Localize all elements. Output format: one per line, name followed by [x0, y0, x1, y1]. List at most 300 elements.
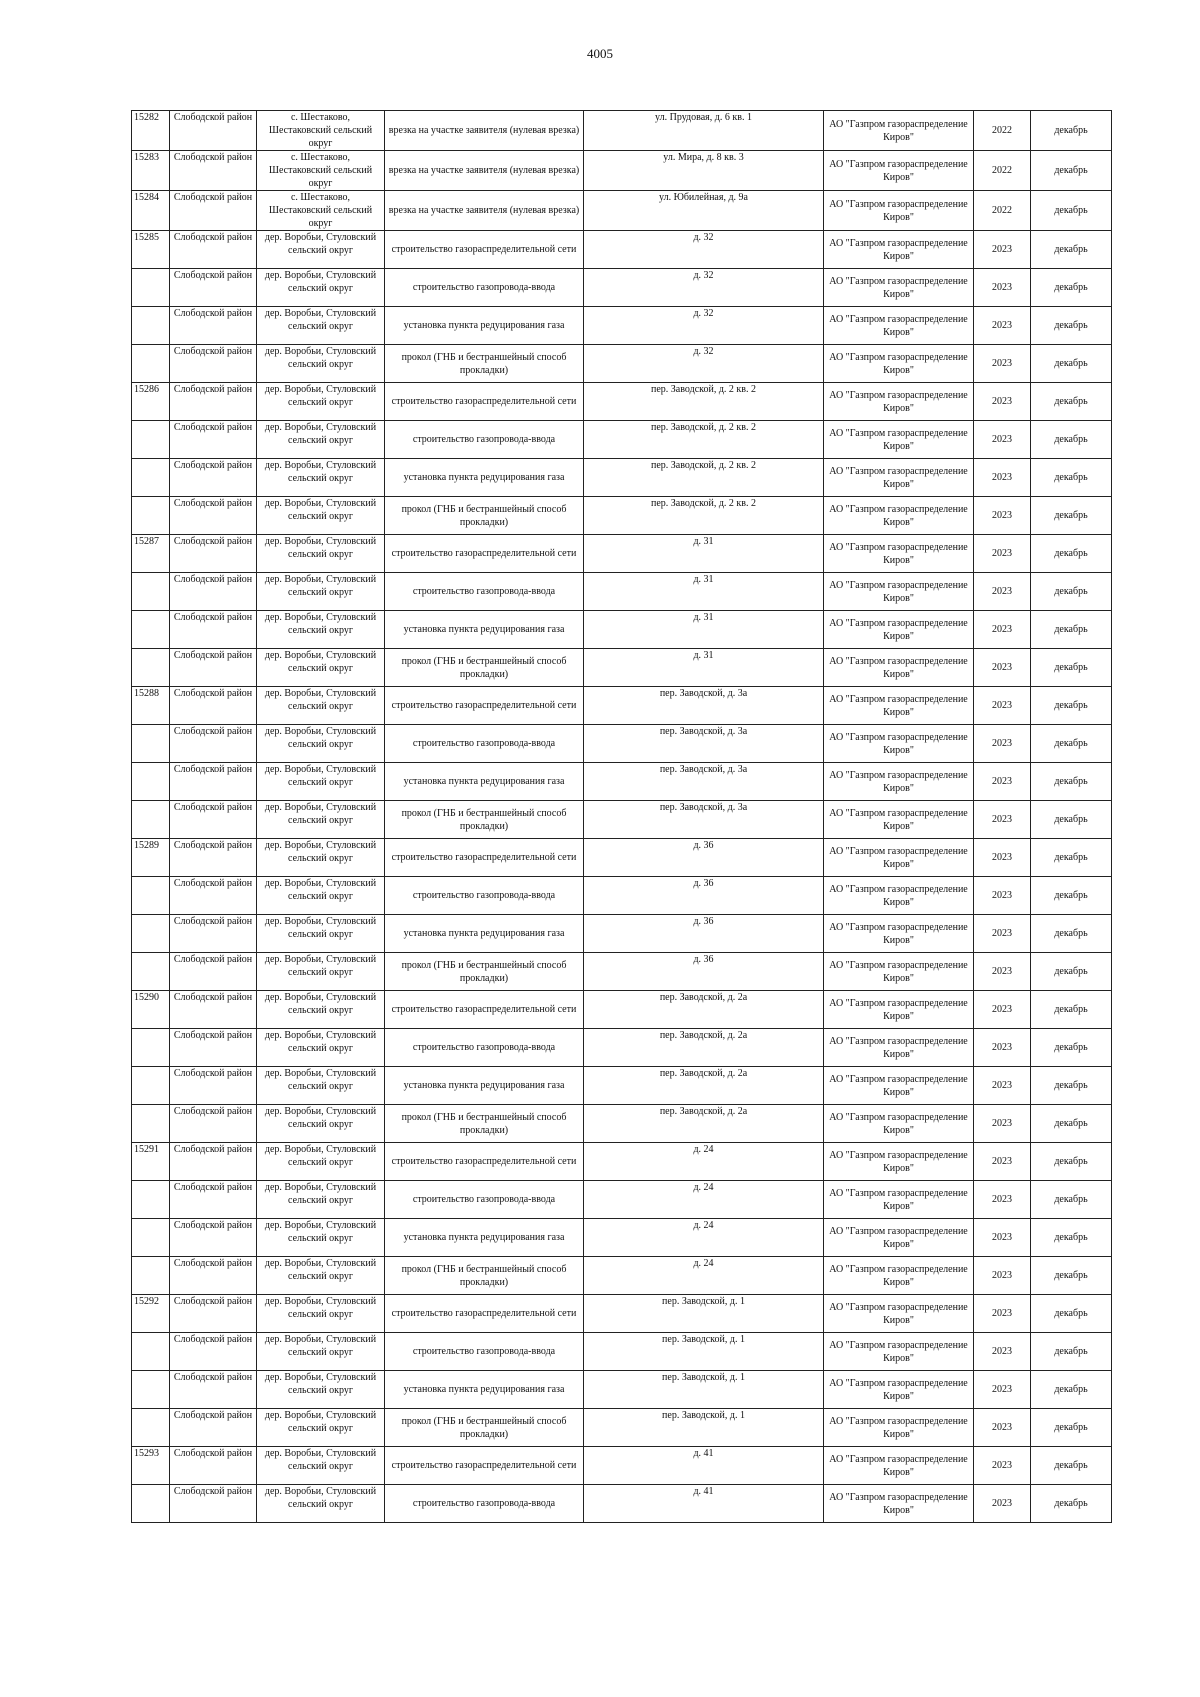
row-number-cell: 15293: [132, 1447, 170, 1485]
district-cell: Слободской район: [170, 611, 257, 649]
address-cell: пер. Заводской, д. 3а: [584, 763, 824, 801]
month-cell: декабрь: [1031, 725, 1112, 763]
locality-cell: дер. Воробьи, Стуловский сельский округ: [257, 687, 385, 725]
work-type-cell: прокол (ГНБ и бестраншейный способ прокладки): [385, 345, 584, 383]
locality-cell: дер. Воробьи, Стуловский сельский округ: [257, 497, 385, 535]
month-cell: декабрь: [1031, 1143, 1112, 1181]
row-number-cell: [132, 1485, 170, 1523]
year-cell: 2023: [974, 421, 1031, 459]
locality-cell: дер. Воробьи, Стуловский сельский округ: [257, 1067, 385, 1105]
address-cell: д. 24: [584, 1257, 824, 1295]
year-cell: 2023: [974, 1105, 1031, 1143]
organization-cell: АО "Газпром газораспределение Киров": [824, 1105, 974, 1143]
month-cell: декабрь: [1031, 497, 1112, 535]
locality-cell: дер. Воробьи, Стуловский сельский округ: [257, 1447, 385, 1485]
organization-cell: АО "Газпром газораспределение Киров": [824, 611, 974, 649]
table-row: [132, 151, 1112, 191]
organization-cell: АО "Газпром газораспределение Киров": [824, 839, 974, 877]
address-cell: д. 36: [584, 839, 824, 877]
row-number-cell: 15288: [132, 687, 170, 725]
district-cell: Слободской район: [170, 1409, 257, 1447]
work-type-cell: строительство газораспределительной сети: [385, 535, 584, 573]
table-row: [132, 725, 1112, 763]
address-cell: д. 41: [584, 1447, 824, 1485]
locality-cell: дер. Воробьи, Стуловский сельский округ: [257, 915, 385, 953]
year-cell: 2023: [974, 1257, 1031, 1295]
month-cell: декабрь: [1031, 345, 1112, 383]
address-cell: пер. Заводской, д. 1: [584, 1333, 824, 1371]
month-cell: декабрь: [1031, 1447, 1112, 1485]
row-number-cell: [132, 1219, 170, 1257]
organization-cell: АО "Газпром газораспределение Киров": [824, 1485, 974, 1523]
work-type-cell: установка пункта редуцирования газа: [385, 307, 584, 345]
year-cell: 2023: [974, 459, 1031, 497]
month-cell: декабрь: [1031, 1029, 1112, 1067]
row-number-cell: [132, 421, 170, 459]
locality-cell: дер. Воробьи, Стуловский сельский округ: [257, 801, 385, 839]
address-cell: д. 31: [584, 573, 824, 611]
table-row: [132, 1295, 1112, 1333]
address-cell: пер. Заводской, д. 3а: [584, 725, 824, 763]
work-type-cell: строительство газопровода-ввода: [385, 877, 584, 915]
district-cell: Слободской район: [170, 573, 257, 611]
locality-cell: дер. Воробьи, Стуловский сельский округ: [257, 649, 385, 687]
month-cell: декабрь: [1031, 991, 1112, 1029]
month-cell: декабрь: [1031, 687, 1112, 725]
year-cell: 2023: [974, 307, 1031, 345]
table-row: [132, 649, 1112, 687]
organization-cell: АО "Газпром газораспределение Киров": [824, 1219, 974, 1257]
organization-cell: АО "Газпром газораспределение Киров": [824, 1143, 974, 1181]
address-cell: пер. Заводской, д. 2 кв. 2: [584, 421, 824, 459]
district-cell: Слободской район: [170, 1447, 257, 1485]
address-cell: пер. Заводской, д. 1: [584, 1409, 824, 1447]
year-cell: 2023: [974, 1333, 1031, 1371]
organization-cell: АО "Газпром газораспределение Киров": [824, 269, 974, 307]
work-type-cell: установка пункта редуцирования газа: [385, 763, 584, 801]
year-cell: 2023: [974, 649, 1031, 687]
work-type-cell: строительство газораспределительной сети: [385, 1295, 584, 1333]
district-cell: Слободской район: [170, 877, 257, 915]
organization-cell: АО "Газпром газораспределение Киров": [824, 573, 974, 611]
row-number-cell: [132, 1257, 170, 1295]
month-cell: декабрь: [1031, 151, 1112, 191]
organization-cell: АО "Газпром газораспределение Киров": [824, 687, 974, 725]
month-cell: декабрь: [1031, 1219, 1112, 1257]
year-cell: 2023: [974, 725, 1031, 763]
locality-cell: дер. Воробьи, Стуловский сельский округ: [257, 1257, 385, 1295]
year-cell: 2023: [974, 269, 1031, 307]
table-row: [132, 1409, 1112, 1447]
month-cell: декабрь: [1031, 421, 1112, 459]
locality-cell: дер. Воробьи, Стуловский сельский округ: [257, 1181, 385, 1219]
district-cell: Слободской район: [170, 535, 257, 573]
address-cell: д. 31: [584, 611, 824, 649]
district-cell: Слободской район: [170, 383, 257, 421]
year-cell: 2023: [974, 1181, 1031, 1219]
work-type-cell: строительство газопровода-ввода: [385, 1181, 584, 1219]
year-cell: 2023: [974, 1371, 1031, 1409]
table-row: [132, 421, 1112, 459]
month-cell: декабрь: [1031, 535, 1112, 573]
table-body: [132, 111, 1112, 1523]
address-cell: пер. Заводской, д. 1: [584, 1371, 824, 1409]
gas-works-table: [131, 110, 1112, 1523]
address-cell: пер. Заводской, д. 2а: [584, 1105, 824, 1143]
work-type-cell: прокол (ГНБ и бестраншейный способ прокладки): [385, 497, 584, 535]
year-cell: 2023: [974, 801, 1031, 839]
row-number-cell: 15291: [132, 1143, 170, 1181]
work-type-cell: строительство газораспределительной сети: [385, 231, 584, 269]
month-cell: декабрь: [1031, 953, 1112, 991]
row-number-cell: 15290: [132, 991, 170, 1029]
table-row: [132, 459, 1112, 497]
locality-cell: дер. Воробьи, Стуловский сельский округ: [257, 611, 385, 649]
organization-cell: АО "Газпром газораспределение Киров": [824, 1447, 974, 1485]
work-type-cell: строительство газопровода-ввода: [385, 725, 584, 763]
year-cell: 2022: [974, 111, 1031, 151]
organization-cell: АО "Газпром газораспределение Киров": [824, 991, 974, 1029]
locality-cell: дер. Воробьи, Стуловский сельский округ: [257, 953, 385, 991]
locality-cell: дер. Воробьи, Стуловский сельский округ: [257, 877, 385, 915]
row-number-cell: 15287: [132, 535, 170, 573]
locality-cell: дер. Воробьи, Стуловский сельский округ: [257, 839, 385, 877]
year-cell: 2023: [974, 383, 1031, 421]
locality-cell: дер. Воробьи, Стуловский сельский округ: [257, 307, 385, 345]
district-cell: Слободской район: [170, 763, 257, 801]
year-cell: 2023: [974, 1409, 1031, 1447]
table-row: [132, 1257, 1112, 1295]
locality-cell: дер. Воробьи, Стуловский сельский округ: [257, 231, 385, 269]
address-cell: ул. Мира, д. 8 кв. 3: [584, 151, 824, 191]
row-number-cell: [132, 1333, 170, 1371]
district-cell: Слободской район: [170, 1029, 257, 1067]
district-cell: Слободской район: [170, 915, 257, 953]
year-cell: 2023: [974, 1143, 1031, 1181]
work-type-cell: прокол (ГНБ и бестраншейный способ прокладки): [385, 1105, 584, 1143]
address-cell: ул. Прудовая, д. 6 кв. 1: [584, 111, 824, 151]
district-cell: Слободской район: [170, 725, 257, 763]
row-number-cell: [132, 1181, 170, 1219]
locality-cell: дер. Воробьи, Стуловский сельский округ: [257, 1371, 385, 1409]
month-cell: декабрь: [1031, 1105, 1112, 1143]
row-number-cell: 15283: [132, 151, 170, 191]
organization-cell: АО "Газпром газораспределение Киров": [824, 535, 974, 573]
row-number-cell: [132, 725, 170, 763]
row-number-cell: [132, 1371, 170, 1409]
address-cell: д. 32: [584, 269, 824, 307]
year-cell: 2023: [974, 535, 1031, 573]
row-number-cell: 15284: [132, 191, 170, 231]
district-cell: Слободской район: [170, 1485, 257, 1523]
year-cell: 2023: [974, 953, 1031, 991]
row-number-cell: [132, 269, 170, 307]
month-cell: декабрь: [1031, 111, 1112, 151]
row-number-cell: [132, 307, 170, 345]
row-number-cell: [132, 611, 170, 649]
organization-cell: АО "Газпром газораспределение Киров": [824, 231, 974, 269]
organization-cell: АО "Газпром газораспределение Киров": [824, 1409, 974, 1447]
district-cell: Слободской район: [170, 1067, 257, 1105]
table-row: [132, 1029, 1112, 1067]
organization-cell: АО "Газпром газораспределение Киров": [824, 1371, 974, 1409]
work-type-cell: установка пункта редуцирования газа: [385, 1219, 584, 1257]
year-cell: 2023: [974, 991, 1031, 1029]
locality-cell: дер. Воробьи, Стуловский сельский округ: [257, 345, 385, 383]
row-number-cell: [132, 763, 170, 801]
district-cell: Слободской район: [170, 1105, 257, 1143]
month-cell: декабрь: [1031, 1371, 1112, 1409]
district-cell: Слободской район: [170, 459, 257, 497]
table-row: [132, 383, 1112, 421]
month-cell: декабрь: [1031, 573, 1112, 611]
district-cell: Слободской район: [170, 191, 257, 231]
organization-cell: АО "Газпром газораспределение Киров": [824, 877, 974, 915]
address-cell: пер. Заводской, д. 2а: [584, 1029, 824, 1067]
organization-cell: АО "Газпром газораспределение Киров": [824, 151, 974, 191]
year-cell: 2023: [974, 1485, 1031, 1523]
table-row: [132, 1181, 1112, 1219]
row-number-cell: [132, 915, 170, 953]
year-cell: 2023: [974, 687, 1031, 725]
table-row: [132, 231, 1112, 269]
table-row: [132, 1485, 1112, 1523]
table-row: [132, 611, 1112, 649]
table-row: [132, 991, 1112, 1029]
district-cell: Слободской район: [170, 953, 257, 991]
year-cell: 2023: [974, 915, 1031, 953]
table-row: [132, 1333, 1112, 1371]
organization-cell: АО "Газпром газораспределение Киров": [824, 1333, 974, 1371]
table-row: [132, 763, 1112, 801]
locality-cell: с. Шестаково, Шестаковский сельский округ: [257, 111, 385, 151]
organization-cell: АО "Газпром газораспределение Киров": [824, 915, 974, 953]
row-number-cell: 15282: [132, 111, 170, 151]
locality-cell: дер. Воробьи, Стуловский сельский округ: [257, 763, 385, 801]
year-cell: 2023: [974, 1447, 1031, 1485]
month-cell: декабрь: [1031, 1295, 1112, 1333]
address-cell: д. 24: [584, 1181, 824, 1219]
organization-cell: АО "Газпром газораспределение Киров": [824, 725, 974, 763]
district-cell: Слободской район: [170, 991, 257, 1029]
address-cell: д. 32: [584, 231, 824, 269]
table-row: [132, 1067, 1112, 1105]
month-cell: декабрь: [1031, 763, 1112, 801]
work-type-cell: прокол (ГНБ и бестраншейный способ прокладки): [385, 649, 584, 687]
locality-cell: дер. Воробьи, Стуловский сельский округ: [257, 459, 385, 497]
row-number-cell: [132, 497, 170, 535]
address-cell: пер. Заводской, д. 2 кв. 2: [584, 383, 824, 421]
organization-cell: АО "Газпром газораспределение Киров": [824, 763, 974, 801]
address-cell: д. 36: [584, 915, 824, 953]
row-number-cell: 15286: [132, 383, 170, 421]
address-cell: д. 36: [584, 877, 824, 915]
district-cell: Слободской район: [170, 801, 257, 839]
district-cell: Слободской район: [170, 1333, 257, 1371]
table-row: [132, 111, 1112, 151]
locality-cell: с. Шестаково, Шестаковский сельский округ: [257, 191, 385, 231]
address-cell: ул. Юбилейная, д. 9а: [584, 191, 824, 231]
organization-cell: АО "Газпром газораспределение Киров": [824, 1181, 974, 1219]
address-cell: пер. Заводской, д. 2а: [584, 991, 824, 1029]
work-type-cell: строительство газораспределительной сети: [385, 1143, 584, 1181]
row-number-cell: [132, 345, 170, 383]
work-type-cell: врезка на участке заявителя (нулевая врезка): [385, 191, 584, 231]
organization-cell: АО "Газпром газораспределение Киров": [824, 459, 974, 497]
district-cell: Слободской район: [170, 151, 257, 191]
work-type-cell: установка пункта редуцирования газа: [385, 1371, 584, 1409]
organization-cell: АО "Газпром газораспределение Киров": [824, 497, 974, 535]
row-number-cell: 15285: [132, 231, 170, 269]
address-cell: д. 41: [584, 1485, 824, 1523]
table-row: [132, 687, 1112, 725]
month-cell: декабрь: [1031, 383, 1112, 421]
work-type-cell: установка пункта редуцирования газа: [385, 1067, 584, 1105]
work-type-cell: врезка на участке заявителя (нулевая врезка): [385, 111, 584, 151]
row-number-cell: [132, 877, 170, 915]
district-cell: Слободской район: [170, 1181, 257, 1219]
row-number-cell: [132, 1029, 170, 1067]
district-cell: Слободской район: [170, 1295, 257, 1333]
row-number-cell: [132, 801, 170, 839]
row-number-cell: [132, 1105, 170, 1143]
organization-cell: АО "Газпром газораспределение Киров": [824, 1257, 974, 1295]
row-number-cell: [132, 1409, 170, 1447]
month-cell: декабрь: [1031, 269, 1112, 307]
locality-cell: дер. Воробьи, Стуловский сельский округ: [257, 1105, 385, 1143]
table-row: [132, 1371, 1112, 1409]
work-type-cell: строительство газопровода-ввода: [385, 1333, 584, 1371]
year-cell: 2022: [974, 151, 1031, 191]
work-type-cell: прокол (ГНБ и бестраншейный способ прокладки): [385, 801, 584, 839]
year-cell: 2023: [974, 763, 1031, 801]
locality-cell: дер. Воробьи, Стуловский сельский округ: [257, 269, 385, 307]
month-cell: декабрь: [1031, 839, 1112, 877]
table-row: [132, 839, 1112, 877]
work-type-cell: строительство газопровода-ввода: [385, 269, 584, 307]
work-type-cell: строительство газораспределительной сети: [385, 991, 584, 1029]
address-cell: д. 31: [584, 649, 824, 687]
year-cell: 2023: [974, 611, 1031, 649]
work-type-cell: прокол (ГНБ и бестраншейный способ прокладки): [385, 1257, 584, 1295]
locality-cell: дер. Воробьи, Стуловский сельский округ: [257, 725, 385, 763]
row-number-cell: [132, 649, 170, 687]
organization-cell: АО "Газпром газораспределение Киров": [824, 649, 974, 687]
table-row: [132, 953, 1112, 991]
table-row: [132, 269, 1112, 307]
year-cell: 2023: [974, 1029, 1031, 1067]
work-type-cell: строительство газораспределительной сети: [385, 1447, 584, 1485]
month-cell: декабрь: [1031, 877, 1112, 915]
address-cell: пер. Заводской, д. 2 кв. 2: [584, 497, 824, 535]
table-row: [132, 1105, 1112, 1143]
work-type-cell: строительство газопровода-ввода: [385, 421, 584, 459]
work-type-cell: строительство газораспределительной сети: [385, 383, 584, 421]
page-number: 4005: [587, 46, 613, 61]
organization-cell: АО "Газпром газораспределение Киров": [824, 1295, 974, 1333]
table-row: [132, 1143, 1112, 1181]
district-cell: Слободской район: [170, 839, 257, 877]
work-type-cell: прокол (ГНБ и бестраншейный способ прокладки): [385, 953, 584, 991]
organization-cell: АО "Газпром газораспределение Киров": [824, 111, 974, 151]
address-cell: пер. Заводской, д. 3а: [584, 687, 824, 725]
row-number-cell: [132, 953, 170, 991]
month-cell: декабрь: [1031, 1409, 1112, 1447]
locality-cell: дер. Воробьи, Стуловский сельский округ: [257, 1485, 385, 1523]
table-row: [132, 915, 1112, 953]
year-cell: 2023: [974, 497, 1031, 535]
address-cell: пер. Заводской, д. 2а: [584, 1067, 824, 1105]
organization-cell: АО "Газпром газораспределение Киров": [824, 345, 974, 383]
district-cell: Слободской район: [170, 1143, 257, 1181]
year-cell: 2022: [974, 191, 1031, 231]
year-cell: 2023: [974, 573, 1031, 611]
district-cell: Слободской район: [170, 111, 257, 151]
address-cell: пер. Заводской, д. 3а: [584, 801, 824, 839]
work-type-cell: установка пункта редуцирования газа: [385, 915, 584, 953]
row-number-cell: 15292: [132, 1295, 170, 1333]
organization-cell: АО "Газпром газораспределение Киров": [824, 953, 974, 991]
month-cell: декабрь: [1031, 915, 1112, 953]
district-cell: Слободской район: [170, 687, 257, 725]
address-cell: д. 36: [584, 953, 824, 991]
year-cell: 2023: [974, 1219, 1031, 1257]
month-cell: декабрь: [1031, 459, 1112, 497]
table-row: [132, 307, 1112, 345]
locality-cell: дер. Воробьи, Стуловский сельский округ: [257, 1409, 385, 1447]
address-cell: д. 32: [584, 307, 824, 345]
work-type-cell: прокол (ГНБ и бестраншейный способ прокладки): [385, 1409, 584, 1447]
row-number-cell: 15289: [132, 839, 170, 877]
locality-cell: дер. Воробьи, Стуловский сельский округ: [257, 991, 385, 1029]
address-cell: пер. Заводской, д. 2 кв. 2: [584, 459, 824, 497]
month-cell: декабрь: [1031, 649, 1112, 687]
row-number-cell: [132, 459, 170, 497]
table-row: [132, 191, 1112, 231]
table-row: [132, 1219, 1112, 1257]
organization-cell: АО "Газпром газораспределение Киров": [824, 383, 974, 421]
district-cell: Слободской район: [170, 307, 257, 345]
month-cell: декабрь: [1031, 1485, 1112, 1523]
locality-cell: дер. Воробьи, Стуловский сельский округ: [257, 1333, 385, 1371]
work-type-cell: установка пункта редуцирования газа: [385, 459, 584, 497]
address-cell: д. 32: [584, 345, 824, 383]
district-cell: Слободской район: [170, 497, 257, 535]
locality-cell: дер. Воробьи, Стуловский сельский округ: [257, 1295, 385, 1333]
address-cell: д. 31: [584, 535, 824, 573]
district-cell: Слободской район: [170, 269, 257, 307]
work-type-cell: установка пункта редуцирования газа: [385, 611, 584, 649]
organization-cell: АО "Газпром газораспределение Киров": [824, 801, 974, 839]
work-type-cell: строительство газопровода-ввода: [385, 1485, 584, 1523]
address-cell: д. 24: [584, 1143, 824, 1181]
work-type-cell: строительство газораспределительной сети: [385, 687, 584, 725]
work-type-cell: строительство газораспределительной сети: [385, 839, 584, 877]
month-cell: декабрь: [1031, 231, 1112, 269]
district-cell: Слободской район: [170, 1257, 257, 1295]
month-cell: декабрь: [1031, 191, 1112, 231]
month-cell: декабрь: [1031, 801, 1112, 839]
row-number-cell: [132, 1067, 170, 1105]
year-cell: 2023: [974, 1067, 1031, 1105]
organization-cell: АО "Газпром газораспределение Киров": [824, 421, 974, 459]
locality-cell: дер. Воробьи, Стуловский сельский округ: [257, 1029, 385, 1067]
month-cell: декабрь: [1031, 1067, 1112, 1105]
organization-cell: АО "Газпром газораспределение Киров": [824, 307, 974, 345]
locality-cell: дер. Воробьи, Стуловский сельский округ: [257, 1143, 385, 1181]
district-cell: Слободской район: [170, 231, 257, 269]
district-cell: Слободской район: [170, 1371, 257, 1409]
